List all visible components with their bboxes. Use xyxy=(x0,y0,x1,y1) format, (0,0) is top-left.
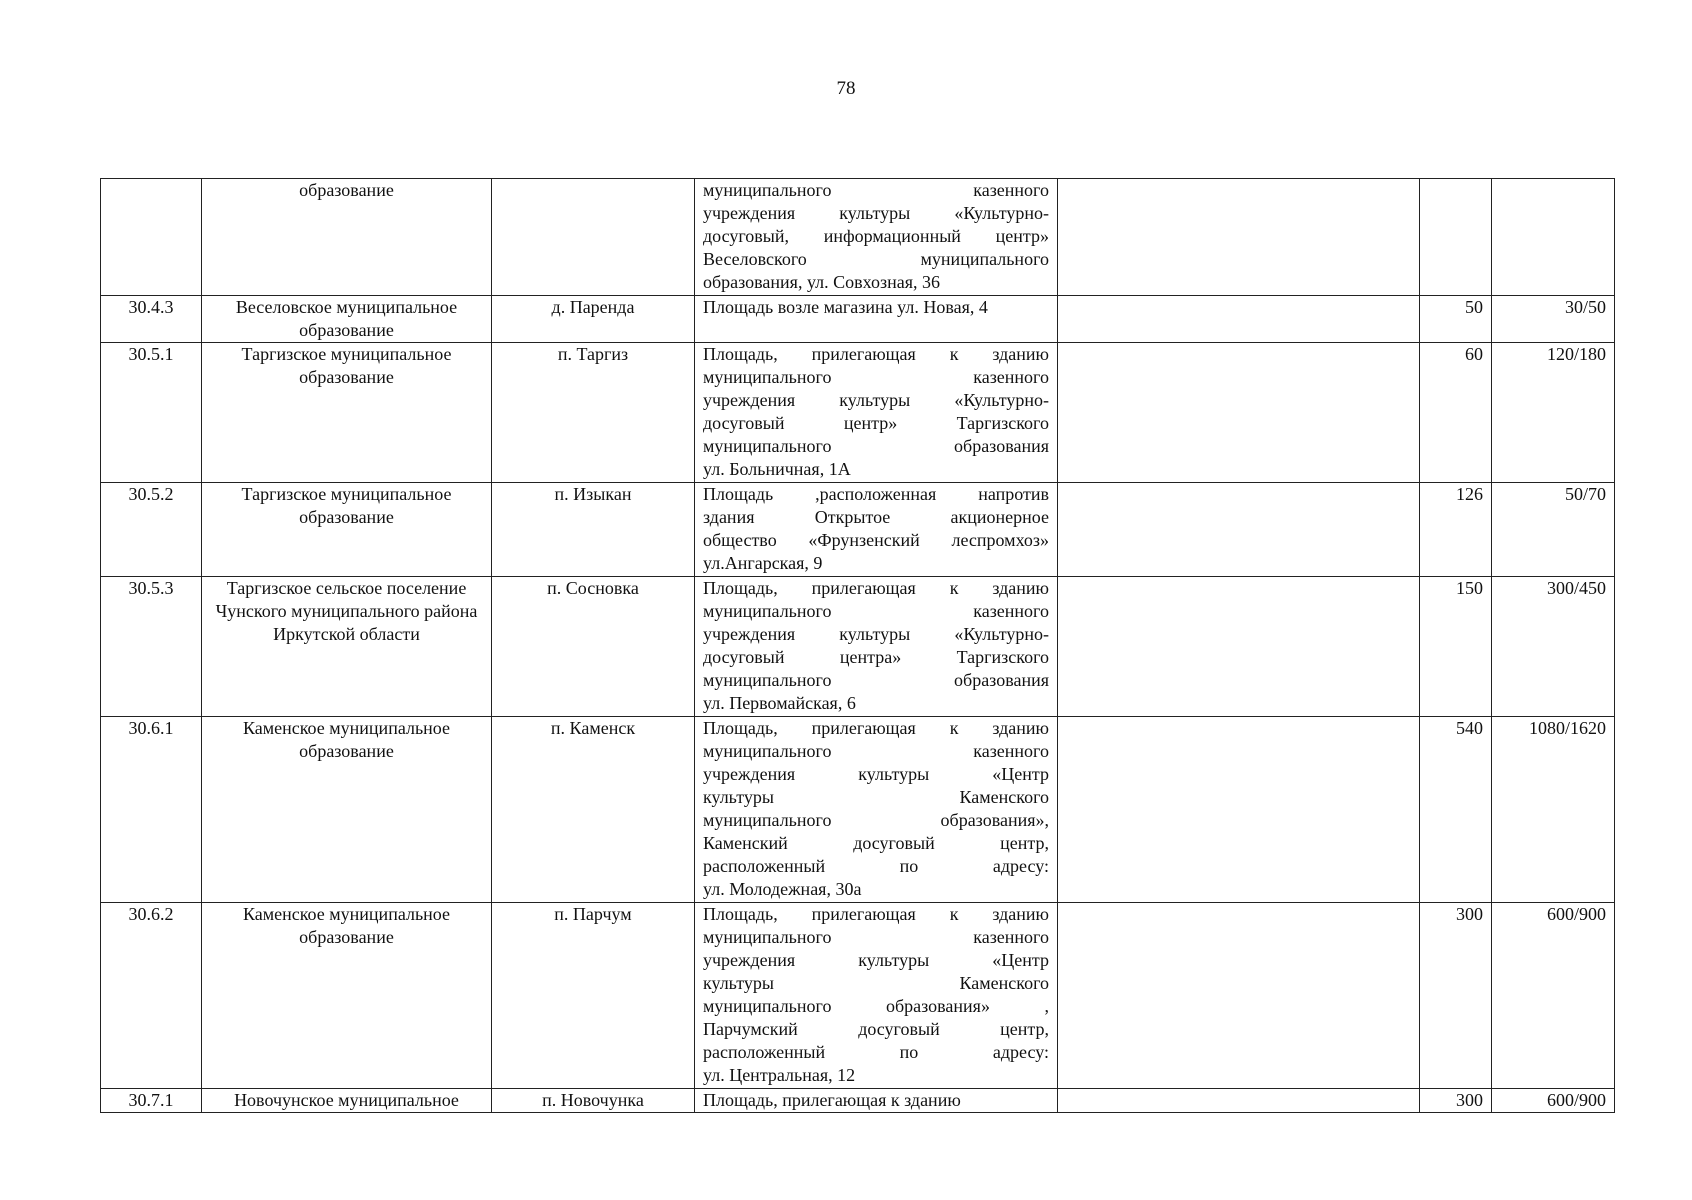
row-number-cell: 30.5.3 xyxy=(101,577,202,717)
address-line: ул. Первомайская, 6 xyxy=(703,693,856,713)
address-line: муниципального образования» , xyxy=(703,996,1049,1016)
address-line: Каменский досуговый центр, xyxy=(703,833,1049,853)
row-number-cell: 30.4.3 xyxy=(101,296,202,343)
municipality-cell: Таргизское муниципальное образование xyxy=(202,343,492,483)
address-line: расположенный по адресу: xyxy=(703,856,1049,876)
value1-cell: 300 xyxy=(1420,1089,1492,1113)
address-line: муниципального образования xyxy=(703,670,1049,690)
table-body xyxy=(101,179,1615,1113)
value2-cell: 120/180 xyxy=(1492,343,1615,483)
value1-cell: 60 xyxy=(1420,343,1492,483)
row-number-cell: 30.5.1 xyxy=(101,343,202,483)
address-line: учреждения культуры «Культурно- xyxy=(703,624,1049,644)
notes-cell xyxy=(1058,717,1420,903)
settlement-cell: п. Новочунка xyxy=(492,1089,695,1113)
settlement-cell: п. Сосновка xyxy=(492,577,695,717)
municipality-cell: Веселовское муниципальное образование xyxy=(202,296,492,343)
address-line: здания Открытое акционерное xyxy=(703,507,1049,527)
notes-cell xyxy=(1058,1089,1420,1113)
table-row xyxy=(101,1089,1615,1113)
row-number-cell: 30.7.1 xyxy=(101,1089,202,1113)
address-line: муниципального казенного xyxy=(703,741,1049,761)
value1-cell: 300 xyxy=(1420,903,1492,1089)
value2-cell: 300/450 xyxy=(1492,577,1615,717)
settlement-cell: п. Изыкан xyxy=(492,483,695,577)
municipality-cell: образование xyxy=(202,179,492,296)
address-cell xyxy=(695,903,1058,1089)
address-line: Площадь, прилегающая к зданию xyxy=(703,904,1049,924)
address-line: муниципального образования xyxy=(703,436,1049,456)
value2-cell xyxy=(1492,179,1615,296)
address-cell xyxy=(695,577,1058,717)
address-line: общество «Фрунзенский леспромхоз» xyxy=(703,530,1049,550)
address-cell xyxy=(695,1089,1058,1113)
table-row xyxy=(101,717,1615,903)
address-line: Площадь возле магазина ул. Новая, 4 xyxy=(703,297,988,317)
address-line: Веселовского муниципального xyxy=(703,249,1049,269)
address-cell xyxy=(695,179,1058,296)
table-row xyxy=(101,483,1615,577)
value1-cell: 50 xyxy=(1420,296,1492,343)
address-line: образования, ул. Совхозная, 36 xyxy=(703,272,940,292)
address-line: досуговый центр» Таргизского xyxy=(703,413,1049,433)
municipality-cell: Таргизское сельское поселение Чунского муниципального района Иркутской области xyxy=(202,577,492,717)
address-line: расположенный по адресу: xyxy=(703,1042,1049,1062)
notes-cell xyxy=(1058,179,1420,296)
document-table xyxy=(100,178,1615,1113)
table-row xyxy=(101,296,1615,343)
address-line: ул. Центральная, 12 xyxy=(703,1065,856,1085)
notes-cell xyxy=(1058,903,1420,1089)
notes-cell xyxy=(1058,296,1420,343)
address-cell xyxy=(695,717,1058,903)
value2-cell: 600/900 xyxy=(1492,1089,1615,1113)
address-line: муниципального казенного xyxy=(703,367,1049,387)
settlement-cell: п. Парчум xyxy=(492,903,695,1089)
address-line: Площадь, прилегающая к зданию xyxy=(703,1090,961,1110)
value2-cell: 50/70 xyxy=(1492,483,1615,577)
value2-cell: 600/900 xyxy=(1492,903,1615,1089)
row-number-cell xyxy=(101,179,202,296)
municipality-cell: Каменское муниципальное образование xyxy=(202,903,492,1089)
row-number-cell: 30.5.2 xyxy=(101,483,202,577)
row-number-cell: 30.6.1 xyxy=(101,717,202,903)
address-line: муниципального образования», xyxy=(703,810,1049,830)
value1-cell xyxy=(1420,179,1492,296)
address-cell xyxy=(695,343,1058,483)
value1-cell: 540 xyxy=(1420,717,1492,903)
table-row xyxy=(101,577,1615,717)
municipality-cell: Новочунское муниципальное xyxy=(202,1089,492,1113)
address-line: культуры Каменского xyxy=(703,973,1049,993)
page-number: 78 xyxy=(836,78,856,99)
address-line: учреждения культуры «Центр xyxy=(703,764,1049,784)
settlement-cell: п. Каменск xyxy=(492,717,695,903)
address-line: Площадь, прилегающая к зданию xyxy=(703,578,1049,598)
settlement-cell xyxy=(492,179,695,296)
table-row xyxy=(101,903,1615,1089)
address-line: культуры Каменского xyxy=(703,787,1049,807)
address-line: муниципального казенного xyxy=(703,927,1049,947)
address-line: учреждения культуры «Культурно- xyxy=(703,203,1049,223)
address-cell xyxy=(695,296,1058,343)
address-line: ул. Молодежная, 30а xyxy=(703,879,862,899)
address-line: муниципального казенного xyxy=(703,180,1049,200)
municipality-cell: Таргизское муниципальное образование xyxy=(202,483,492,577)
value1-cell: 126 xyxy=(1420,483,1492,577)
table-row xyxy=(101,179,1615,296)
municipality-cell: Каменское муниципальное образование xyxy=(202,717,492,903)
address-line: ул.Ангарская, 9 xyxy=(703,553,823,573)
address-line: ул. Больничная, 1А xyxy=(703,459,851,479)
table-row xyxy=(101,343,1615,483)
notes-cell xyxy=(1058,577,1420,717)
settlement-cell: п. Таргиз xyxy=(492,343,695,483)
address-line: Площадь, прилегающая к зданию xyxy=(703,718,1049,738)
address-line: учреждения культуры «Культурно- xyxy=(703,390,1049,410)
notes-cell xyxy=(1058,343,1420,483)
notes-cell xyxy=(1058,483,1420,577)
value2-cell: 30/50 xyxy=(1492,296,1615,343)
value1-cell: 150 xyxy=(1420,577,1492,717)
value2-cell: 1080/1620 xyxy=(1492,717,1615,903)
row-number-cell: 30.6.2 xyxy=(101,903,202,1089)
settlement-cell: д. Паренда xyxy=(492,296,695,343)
address-line: Площадь ,расположенная напротив xyxy=(703,484,1049,504)
address-line: досуговый, информационный центр» xyxy=(703,226,1049,246)
address-line: муниципального казенного xyxy=(703,601,1049,621)
address-line: учреждения культуры «Центр xyxy=(703,950,1049,970)
address-cell xyxy=(695,483,1058,577)
address-line: Парчумский досуговый центр, xyxy=(703,1019,1049,1039)
address-line: Площадь, прилегающая к зданию xyxy=(703,344,1049,364)
address-line: досуговый центра» Таргизского xyxy=(703,647,1049,667)
